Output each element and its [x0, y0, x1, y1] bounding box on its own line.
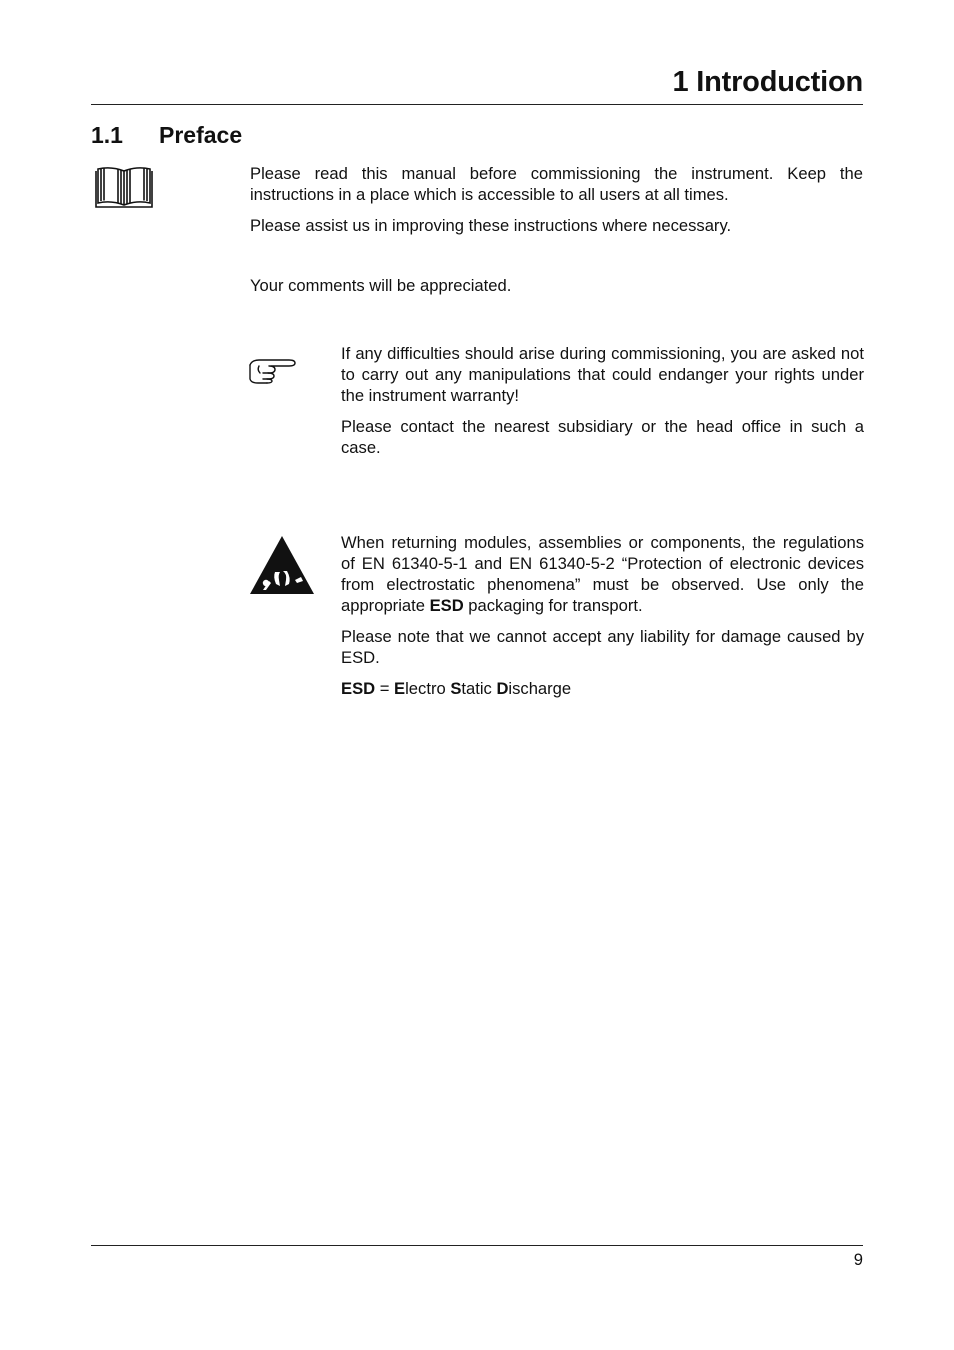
footer-rule	[91, 1245, 863, 1246]
esd-notice	[341, 532, 864, 699]
book-icon	[94, 165, 154, 211]
esd-abbr: ESD	[341, 679, 376, 698]
esd-text: packaging for transport.	[463, 596, 643, 615]
intro-paragraph: Please assist us in improving these instructions where necessary.	[250, 216, 732, 235]
esd-definition	[341, 678, 864, 699]
esd-abbreviation: ESD	[429, 596, 464, 615]
comments-paragraph: Your comments will be appreciated.	[250, 276, 512, 295]
esd-paragraph	[341, 532, 864, 616]
esd-def-eq: =	[375, 679, 395, 698]
esd-paragraph: Please note that we cannot accept any liability for damage caused by ESD.	[341, 627, 864, 667]
page-number: 9	[853, 1250, 863, 1269]
esd-def-rest: ischarge	[508, 679, 572, 698]
intro-paragraph: Please read this manual before commissioning the instrument. Keep the instructions in a place which is accessible to all users at all times.	[250, 164, 863, 204]
esd-text: When returning modules, assemblies or components, the regulations of EN 61340-5-1 and EN 61340-5-2 “Protection of electronic devices from electrostatic phenomena” must be observed. Use only the appropriate	[341, 533, 864, 615]
note-paragraph: Please contact the nearest subsidiary or the head office in such a case.	[341, 417, 864, 457]
header-rule	[91, 104, 863, 105]
esd-warning-icon	[249, 534, 315, 596]
intro-text	[250, 163, 863, 236]
chapter-title: 1 Introduction	[672, 66, 863, 98]
esd-def-letter: E	[394, 679, 406, 698]
section-title: Preface	[159, 122, 243, 148]
esd-def-rest: lectro	[405, 679, 451, 698]
warranty-note	[341, 343, 864, 458]
esd-def-letter: S	[450, 679, 462, 698]
section-number: 1.1	[91, 122, 123, 148]
esd-def-rest: tatic	[461, 679, 497, 698]
comments-text	[250, 275, 863, 296]
esd-def-letter: D	[496, 679, 509, 698]
note-paragraph: If any difficulties should arise during commissioning, you are asked not to carry out any manipulations that could endanger your rights under the instrument warranty!	[341, 344, 864, 405]
section-heading	[91, 122, 242, 149]
pointing-hand-icon	[249, 357, 297, 385]
